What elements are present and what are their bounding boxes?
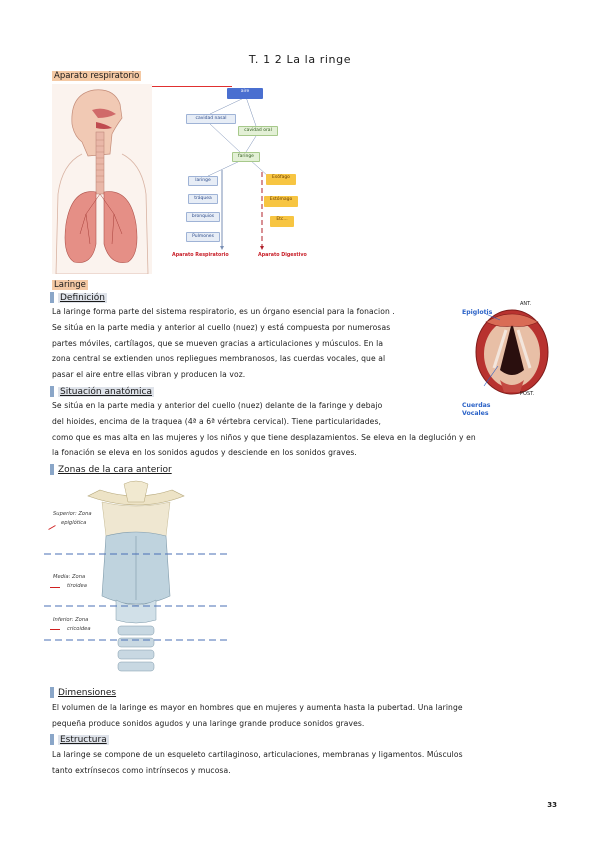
box-traquea: tráquea: [188, 194, 218, 204]
situacion-line: la fonación se eleva en los sonidos agudos y desciende en los sonidos graves.: [52, 448, 357, 458]
page-title: T. 1 2 La la ringe: [248, 53, 352, 66]
estructura-line: La laringe se compone de un esqueleto cartilaginoso, articulaciones, membranas y ligamentos. Músculos: [52, 750, 463, 759]
situacion-line: Se sitúa en la parte media y anterior del cuello (nuez) delante de la faringe y debajo: [52, 401, 383, 410]
zona-superior-line: epiglótica: [61, 520, 87, 526]
situacion-line: del hioides, encima de la traquea (4ª a 6ª vértebra cervical). Tiene particularidades,: [52, 416, 382, 426]
label-aparato-respiratorio: Aparato Respiratorio: [172, 253, 229, 258]
definicion-line: zona central se extienden unos repliegues membranosos, las cuerdas vocales, que al: [52, 354, 386, 364]
box-pulmones: Pulmones: [186, 232, 220, 242]
definicion-text: [52, 304, 472, 383]
label-zona-superior: [53, 510, 92, 528]
label-epiglotis: Epiglotis: [462, 309, 493, 316]
zona-superior-line: Superior: Zona: [53, 511, 92, 517]
definicion-line: pasar el aire entre ellas vibran y producen la voz.: [52, 370, 246, 380]
respiratory-system-figure: [52, 84, 152, 274]
red-tick-inferior: [50, 629, 60, 630]
situacion-line: como que es mas alta en las mujeres y los niños y que tiene desplazamientos. Se eleva en la deglución y en: [52, 432, 476, 442]
heading-definicion: Definición: [50, 292, 107, 303]
definicion-line: partes móviles, cartílagos, que se mueven gracias a articulaciones y músculos. En la: [52, 338, 384, 348]
dimensiones-line: El volumen de la laringe es mayor en hombres que en mujeres y aumenta hasta la pubertad. Una laringe: [52, 703, 463, 712]
heading-zonas: Zonas de la cara anterior: [50, 464, 172, 475]
box-cavidad-nasal: cavidad nasal: [186, 114, 236, 124]
box-laringe: laringe: [188, 176, 218, 186]
label-post: POST.: [520, 391, 535, 397]
heading-situacion-anatomica: Situación anatómica: [50, 386, 154, 397]
estructura-line: tanto extrínsecos como intrínsecos y mucosa.: [52, 765, 231, 775]
dimensiones-line: pequeña produce sonidos agudos y una laringe grande produce sonidos graves.: [52, 718, 365, 728]
definicion-line: Se sitúa en la parte media y anterior al cuello (nuez) y está compuesta por numerosas: [52, 322, 391, 332]
label-zona-media: [53, 573, 87, 591]
zona-inferior-line: cricoidea: [67, 626, 91, 632]
label-ant: ANT.: [520, 301, 532, 307]
situacion-text: [52, 398, 562, 461]
zona-media-line: tiroidea: [67, 583, 87, 589]
box-bronquios: bronquios: [186, 212, 220, 222]
heading-estructura: Estructura: [50, 734, 109, 745]
dimensiones-text: [52, 700, 562, 732]
box-faringe: faringe: [232, 152, 260, 162]
definicion-line: La laringe forma parte del sistema respiratorio, es un órgano esencial para la fonacion .: [52, 307, 395, 316]
box-cavidad-oral: cavidad oral: [238, 126, 278, 136]
estructura-text: [52, 747, 562, 779]
heading-dimensiones: Dimensiones: [50, 687, 116, 698]
box-aire: aire: [227, 88, 263, 99]
zona-media-line: Media: Zona: [53, 574, 86, 580]
label-aparato-digestivo: Aparato Digestivo: [258, 253, 307, 258]
label-cuerdas: Cuerdas: [462, 402, 491, 409]
zona-inferior-line: Inferior: Zona: [53, 617, 89, 623]
red-tick-media: [50, 587, 60, 588]
box-esofago: Esófago: [266, 174, 296, 185]
label-zona-inferior: [53, 616, 91, 634]
box-etc: Etc...: [270, 216, 294, 227]
label-vocales: Vocales: [462, 410, 489, 417]
section-laringe: Laringe: [54, 280, 86, 290]
section-aparato-respiratorio: Aparato respiratorio: [54, 71, 140, 81]
page-number: 33: [547, 801, 557, 809]
box-estomago: Estómago: [264, 196, 298, 207]
